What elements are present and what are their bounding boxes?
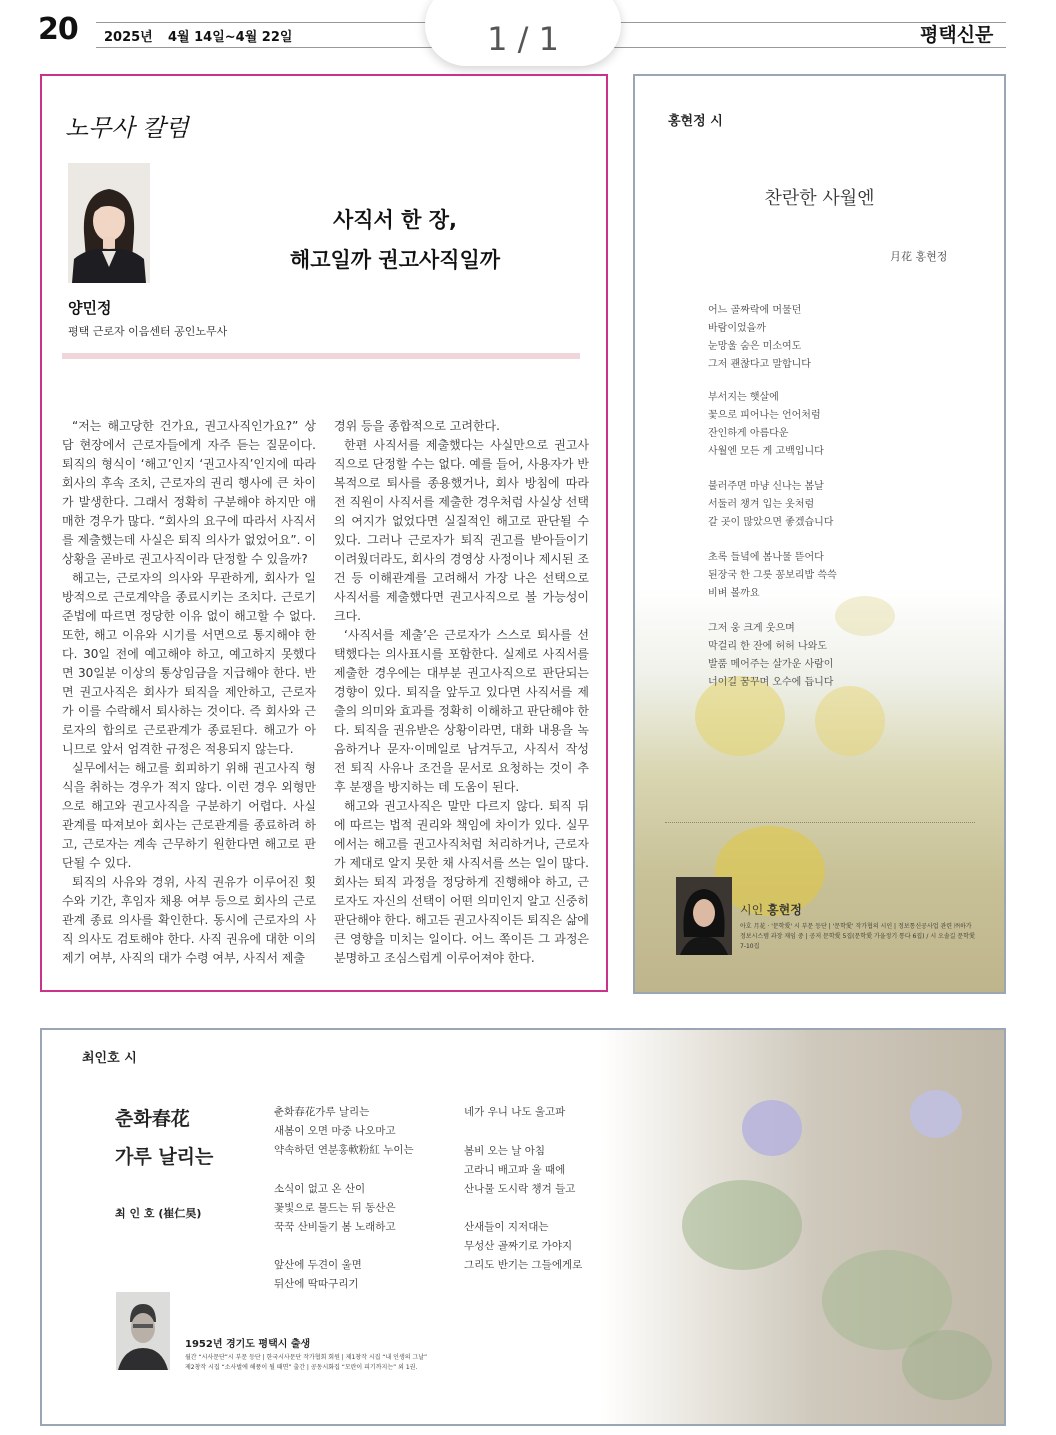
- column-section-title: 노무사 칼럼: [65, 114, 189, 142]
- body-paragraph: “저는 해고당한 건가요, 권고사직인가요?” 상담 현장에서 근로자들에게 자주 듣는 질문이다. 퇴직의 형식이 ‘해고’인지 ‘권고사직’인지에 따라 회사의 후속 조치, 근로자의 권리 행사에 큰 차이가 발생한다. 그래서 정확히 구분해야 하지만 애매한 경우가 많다. “회사의 요구에 따라서 사직서를 제출했는데 사실은 퇴직 의사가 없었어요”. 이 상황을 곧바로 권고사직이라 단정할 수 있을까?: [62, 419, 316, 566]
- bottom-poem-stanza: [274, 1180, 396, 1237]
- poem-line: 그저 웅 크게 웃으며: [708, 623, 795, 634]
- poem-stanza: [708, 549, 837, 603]
- body-paragraph: 한편 사직서를 제출했다는 사실만으로 권고사직으로 단정할 수는 없다. 예를 들어, 사용자가 반복적으로 퇴사를 종용했거나, 회사 방침에 따라 전 직원이 사직서를 제출한 경우처럼 사실상 선택의 여지가 없었다면 실질적인 해고로 판단될 수 있다. 그러나 근로자가 퇴직 권고를 받아들이기 이려웠더라도, 회사의 경영상 사정이나 제시된 조건 등 이해관계를 고려해서 가장 나은 선택으로 사직서를 제출했다면 권고사직으로 볼 가능성이 크다.: [334, 438, 589, 623]
- poem-line: 부서지는 햇살에: [708, 392, 779, 403]
- bottom-poem-title-1: 춘화春花: [115, 1108, 190, 1130]
- page-number: 20: [38, 12, 78, 47]
- flower-photo-decoration: [682, 1180, 802, 1270]
- poem-line: 눈망울 숨은 미소여도: [708, 341, 802, 352]
- bottom-poet-label: 최인호 시: [82, 1051, 137, 1066]
- poem-line: 사월엔 모든 게 고백입니다: [708, 446, 824, 457]
- poem-line: 새봄이 오면 마중 나오마고: [274, 1125, 396, 1137]
- column-divider: [62, 353, 580, 359]
- poem-line: 비벼 볼까요: [708, 588, 760, 599]
- bottom-poem-title-2: 가루 날리는: [115, 1146, 214, 1168]
- headline-line-2: 해고일까 권고사직일까: [289, 248, 501, 272]
- poem-line: 된장국 한 그릇 꽁보리밥 쓱쓱: [708, 570, 837, 581]
- poem-line: 소식이 없고 온 산이: [274, 1183, 366, 1195]
- bottom-poet-bio-line: 제2창작 시집 “소사벌에 해풍이 될 때면” 출간 | 공동시화집 “모란이 피기까지는” 외 1권.: [185, 1364, 418, 1371]
- headline-line-1: 사직서 한 장,: [332, 208, 458, 232]
- poem-line: 봄비 오는 날 아침: [464, 1145, 546, 1157]
- flower-photo-decoration: [910, 1090, 962, 1138]
- poem-line: 너이길 꿈꾸며 오수에 듭니다: [708, 677, 834, 688]
- poem-line: 춘화春花가루 날리는: [274, 1106, 370, 1118]
- bottom-poem-author: 최 인 호 (崔仁昊): [115, 1207, 202, 1220]
- poem-line: 초록 들녘에 봄나물 뜯어다: [708, 552, 824, 563]
- poem-line: 꽃으로 피어나는 언어처럼: [708, 410, 821, 421]
- poem-box: [633, 74, 1006, 994]
- flower-photo-decoration: [815, 686, 885, 756]
- body-paragraph: ‘사직서를 제출’은 근로자가 스스로 퇴사를 선택했다는 의사표시를 포함한다. 실제로 사직서를 제출한 경우에는 대부분 권고사직으로 판단되는 경향이 있다. 퇴직을 앞두고 있다면 사직서를 제출의 의미와 효과를 정확히 이해하고 판단해야 한다. 퇴직을 권유받은 상황이라면, 대화 내용을 녹음하거나 문자·이메일로 남겨두고, 사직서 작성 전 퇴직 사유나 조건을 문서로 요청하는 것이 추후 분쟁을 방지하는 데 도움이 된다.: [334, 628, 589, 794]
- flower-photo-decoration: [902, 1330, 992, 1400]
- poet-name-text: 홍현정: [767, 903, 802, 917]
- poem-line: 서둘러 챙겨 입는 옷처럼: [708, 499, 815, 510]
- poem-title: 찬란한 사월엔: [764, 188, 875, 209]
- poem-divider: [665, 822, 975, 823]
- bottom-poet-bio-title: 1952년 경기도 평택시 출생: [185, 1339, 311, 1350]
- poem-line: 갈 곳이 많았으면 좋겠습니다: [708, 517, 834, 528]
- poem-line: 바람이었을까: [708, 323, 766, 334]
- flower-photo-decoration: [835, 596, 895, 636]
- poem-line: 잔인하게 아름다운: [708, 428, 789, 439]
- column-headline: [220, 200, 570, 280]
- masthead-logo: 평택신문: [920, 24, 994, 46]
- header-dates: 4월 14일~4월 22일: [168, 30, 293, 45]
- page-indicator: 1 / 1: [425, 0, 621, 66]
- body-paragraph: 경위 등을 종합적으로 고려한다.: [334, 419, 500, 433]
- columnist-name: 양민정: [68, 299, 112, 317]
- poem-stanza: [708, 302, 811, 374]
- poem-line: 그리도 반기는 그들에게로: [464, 1259, 583, 1271]
- poem-line: 앞산에 두견이 울면: [274, 1259, 362, 1271]
- bottom-poem-stanza: [464, 1103, 565, 1122]
- poet-photo: [676, 877, 732, 955]
- poem-line: 네가 우니 나도 울고파: [464, 1106, 566, 1118]
- column-body-right: [334, 417, 589, 968]
- bottom-poem-stanza: [464, 1218, 582, 1275]
- body-paragraph: 실무에서는 해고를 회피하기 위해 권고사직 형식을 취하는 경우가 적지 않다. 이런 경우 외형만으로 해고와 권고사직을 구분하기 어렵다. 사실관계를 따져보아 회사는 근로관계를 종료하려 하고, 근로자는 계속 근무하기 원한다면 해고로 판단될 수 있다.: [62, 761, 316, 870]
- poet-name-prefix: 시인: [740, 903, 764, 917]
- poem-line: 발품 메어주는 살가운 사람이: [708, 659, 834, 670]
- bottom-poem-stanza: [464, 1142, 575, 1199]
- body-paragraph: 퇴직의 사유와 경위, 사직 권유가 이루어진 횟수와 기간, 후임자 채용 여부 등으로 회사의 근로관계 종료 의사를 확인한다. 동시에 근로자의 사직 의사도 검토해야 한다. 사직 권유에 대한 이의제기 여부, 사직의 대가 수령 여부, 사직서 제출: [62, 875, 316, 965]
- header-year: 2025년: [104, 30, 153, 45]
- bottom-poet-bio-line: 월간 “시사문단”시 부문 등단 | 한국시사문단 작가협회 회원 | 제1창작 시집 “내 인생의 그날”: [185, 1354, 428, 1361]
- poem-line: 불러주면 마냥 신나는 봄날: [708, 481, 824, 492]
- bottom-poem-stanza: [274, 1103, 414, 1160]
- body-paragraph: 해고와 권고사직은 말만 다르지 않다. 퇴직 뒤에 따르는 법적 권리와 책임에 차이가 있다. 실무에서는 해고를 권고사직처럼 처리하거나, 근로자가 제대로 알지 못한 채 사직서를 쓰는 일이 많다. 회사는 퇴직 과정을 정당하게 진행해야 하고, 근로자도 자신의 선택이 어떤 의미인지 알고 신중히 판단해야 한다. 해고든 권고사직이든 퇴직은 삶에 큰 영향을 미치는 일이다. 어느 쪽이든 그 과정은 분명하고 조심스럽게 이루어져야 한다.: [334, 799, 589, 965]
- poet-name: [740, 901, 802, 918]
- columnist-photo: [68, 163, 150, 283]
- poem-line: 꾹꾹 산비둘기 봄 노래하고: [274, 1221, 396, 1233]
- poem-line: 약속하던 연분홍軟粉紅 누이는: [274, 1144, 414, 1156]
- body-paragraph: 해고는, 근로자의 의사와 무관하게, 회사가 일방적으로 근로계약을 종료시키는 조치다. 근로기준법에 따르면 정당한 이유 없이 해고할 수 없다. 또한, 해고 이유와 시기를 서면으로 통지해야 한다. 30일 전에 예고해야 하고, 예고하지 못했다면 30일분 이상의 통상임금을 지급해야 한다. 반면 권고사직은 회사가 퇴직을 제안하고, 근로자가 이를 수락해서 퇴사하는 것이다. 즉 회사와 근로자의 합의로 근로관계가 종료된다. 해고가 아니므로 앞서 엄격한 규정은 적용되지 않는다.: [62, 571, 316, 756]
- poem-byline: 月花 홍현정: [890, 250, 948, 263]
- columnist-role: 평택 근로자 이음센터 공인노무사: [68, 325, 228, 338]
- poem-line: 산새들이 지저대는: [464, 1221, 549, 1233]
- poem-stanza: [708, 478, 833, 532]
- poem-line: 뒤산에 딱따구리기: [274, 1278, 359, 1290]
- poem-line: 산나물 도시락 챙겨 들고: [464, 1183, 576, 1195]
- poem-line: 고라니 배고파 울 때에: [464, 1164, 566, 1176]
- poet-bio: 아호 月花 · '문학愛' 시 부문 등단 | '문학愛' 작가협의 시인 | 정보통신공사업 관련 ㈜하가정보시스템 과장 재임 중 | 공저 문학愛 5집(문학愛 가을정기 통다 6집) / 시 오솔길 문학愛 7-10집: [740, 923, 975, 950]
- flower-photo-decoration: [742, 1100, 802, 1156]
- poem-stanza: [708, 389, 824, 461]
- bottom-poem-stanza: [274, 1256, 362, 1294]
- poem-poet-label: 홍현정 시: [668, 114, 723, 129]
- poem-line: 그저 괜찮다고 말합니다: [708, 359, 811, 370]
- poem-line: 막걸리 한 잔에 허허 나와도: [708, 641, 827, 652]
- poem-stanza: [708, 620, 833, 692]
- poem-line: 무성산 골짜기로 가야지: [464, 1240, 573, 1252]
- column-body-left: [62, 417, 316, 968]
- poem-line: 어느 골짜락에 머물던: [708, 305, 802, 316]
- poem-line: 꽃빛으로 물드는 뒤 동산은: [274, 1202, 396, 1214]
- bottom-poet-photo: [116, 1292, 170, 1370]
